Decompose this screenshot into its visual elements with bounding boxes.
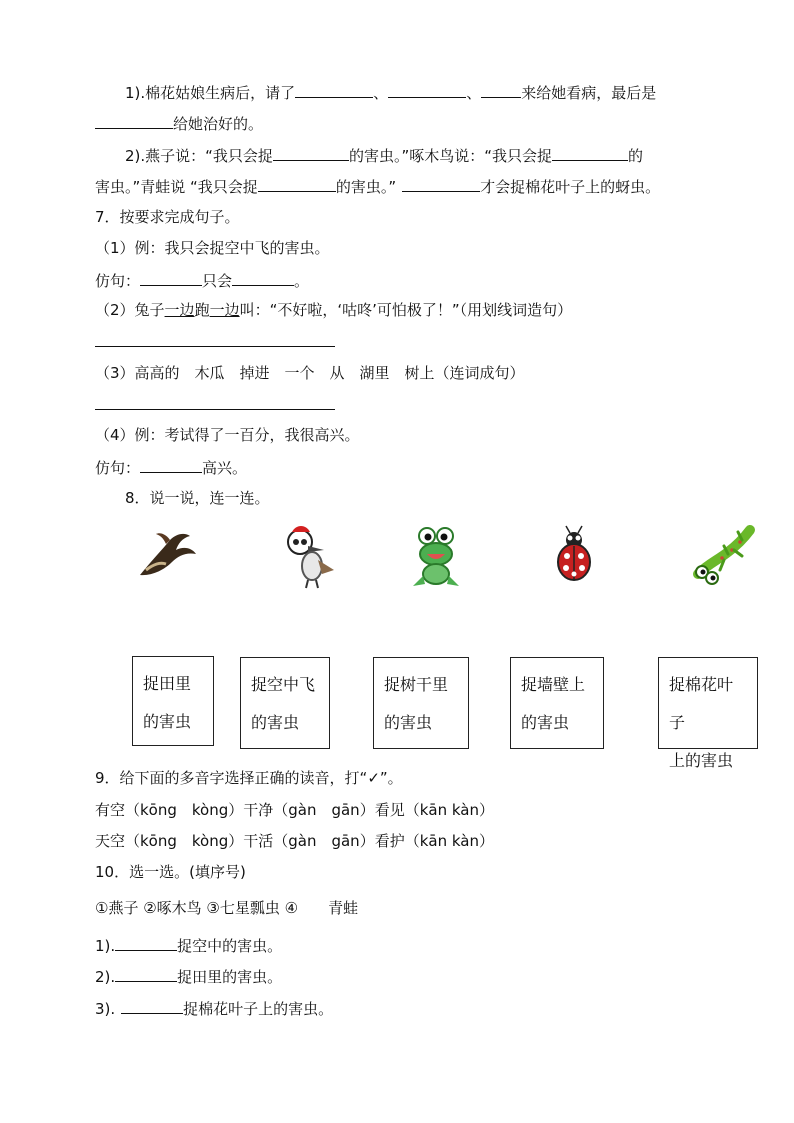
answer-blank[interactable] [232, 270, 294, 286]
swallow-icon [132, 520, 202, 590]
match-box[interactable]: 捉空中飞 的害虫 [240, 657, 330, 749]
answer-line[interactable] [95, 346, 335, 347]
answer-line[interactable] [95, 409, 335, 410]
q6-s2-line2: 害虫。”青蛙说 “我只会捉 的害虫。” 才会捉棉花叶子上的蚜虫。 [95, 178, 661, 196]
match-box[interactable]: 捉田里 的害虫 [132, 656, 214, 746]
frog-icon [403, 520, 473, 590]
q7-item3: （3）高高的 木瓜 掉进 一个 从 湖里 树上（连词成句） [95, 364, 525, 382]
q6-s2-line1: 2).燕子说：“我只会捉 的害虫。”啄木鸟说：“我只会捉 的 [125, 147, 643, 165]
q7-item4-example: （4）例：考试得了一百分，我很高兴。 [95, 426, 360, 444]
gecko-icon [688, 520, 758, 590]
answer-blank[interactable] [481, 82, 521, 98]
answer-blank[interactable] [115, 966, 177, 982]
underlined-word: 一边 [209, 301, 240, 319]
ladybug-icon [540, 520, 610, 590]
answer-blank[interactable] [388, 82, 466, 98]
answer-blank[interactable] [258, 176, 336, 192]
q10-blank2: 2). 捉田里的害虫。 [95, 968, 283, 986]
woodpecker-icon [278, 520, 348, 590]
q10-blank3: 3). 捉棉花叶子上的害虫。 [95, 1000, 334, 1018]
q7-item2: （2）兔子一边跑一边叫：“不好啦，‘咕咚’可怕极了！”（用划线词造句） [95, 301, 573, 319]
q7-item1-example: （1）例：我只会捉空中飞的害虫。 [95, 239, 330, 257]
match-box[interactable]: 捉棉花叶子 上的害虫 [658, 657, 758, 749]
q10-options: ①燕子 ②啄木鸟 ③七星瓢虫 ④ 青蛙 [95, 899, 359, 917]
q8-title: 8．说一说，连一连。 [125, 489, 270, 507]
q10-blank1: 1). 捉空中的害虫。 [95, 937, 283, 955]
match-box[interactable]: 捉墙壁上 的害虫 [510, 657, 604, 749]
q7-title: 7．按要求完成句子。 [95, 208, 240, 226]
answer-blank[interactable] [552, 145, 628, 161]
q6-s1-line2: 给她治好的。 [95, 113, 263, 134]
q9-title: 9．给下面的多音字选择正确的读音，打“✓”。 [95, 769, 403, 787]
underlined-word: 一边 [164, 301, 195, 319]
q7-item4-imitation: 仿句： 高兴。 [95, 459, 248, 477]
q9-line1: 有空（kōng kòng）干净（gàn gān）看见（kān kàn） [95, 801, 494, 819]
answer-blank[interactable] [140, 457, 202, 473]
answer-blank[interactable] [295, 82, 373, 98]
answer-blank[interactable] [273, 145, 349, 161]
answer-blank[interactable] [121, 998, 183, 1014]
q10-title: 10．选一选。(填序号) [95, 863, 246, 881]
answer-blank[interactable] [115, 935, 177, 951]
q7-item1-imitation: 仿句： 只会 。 [95, 272, 310, 290]
answer-blank[interactable] [402, 176, 480, 192]
match-box[interactable]: 捉树干里 的害虫 [373, 657, 469, 749]
q6-s1-line1: 1).棉花姑娘生病后，请了 、 、 来给她看病，最后是 [125, 84, 657, 102]
q9-line2: 天空（kōng kòng）干活（gàn gān）看护（kān kàn） [95, 832, 494, 850]
answer-blank[interactable] [140, 270, 202, 286]
answer-blank[interactable] [95, 113, 173, 129]
